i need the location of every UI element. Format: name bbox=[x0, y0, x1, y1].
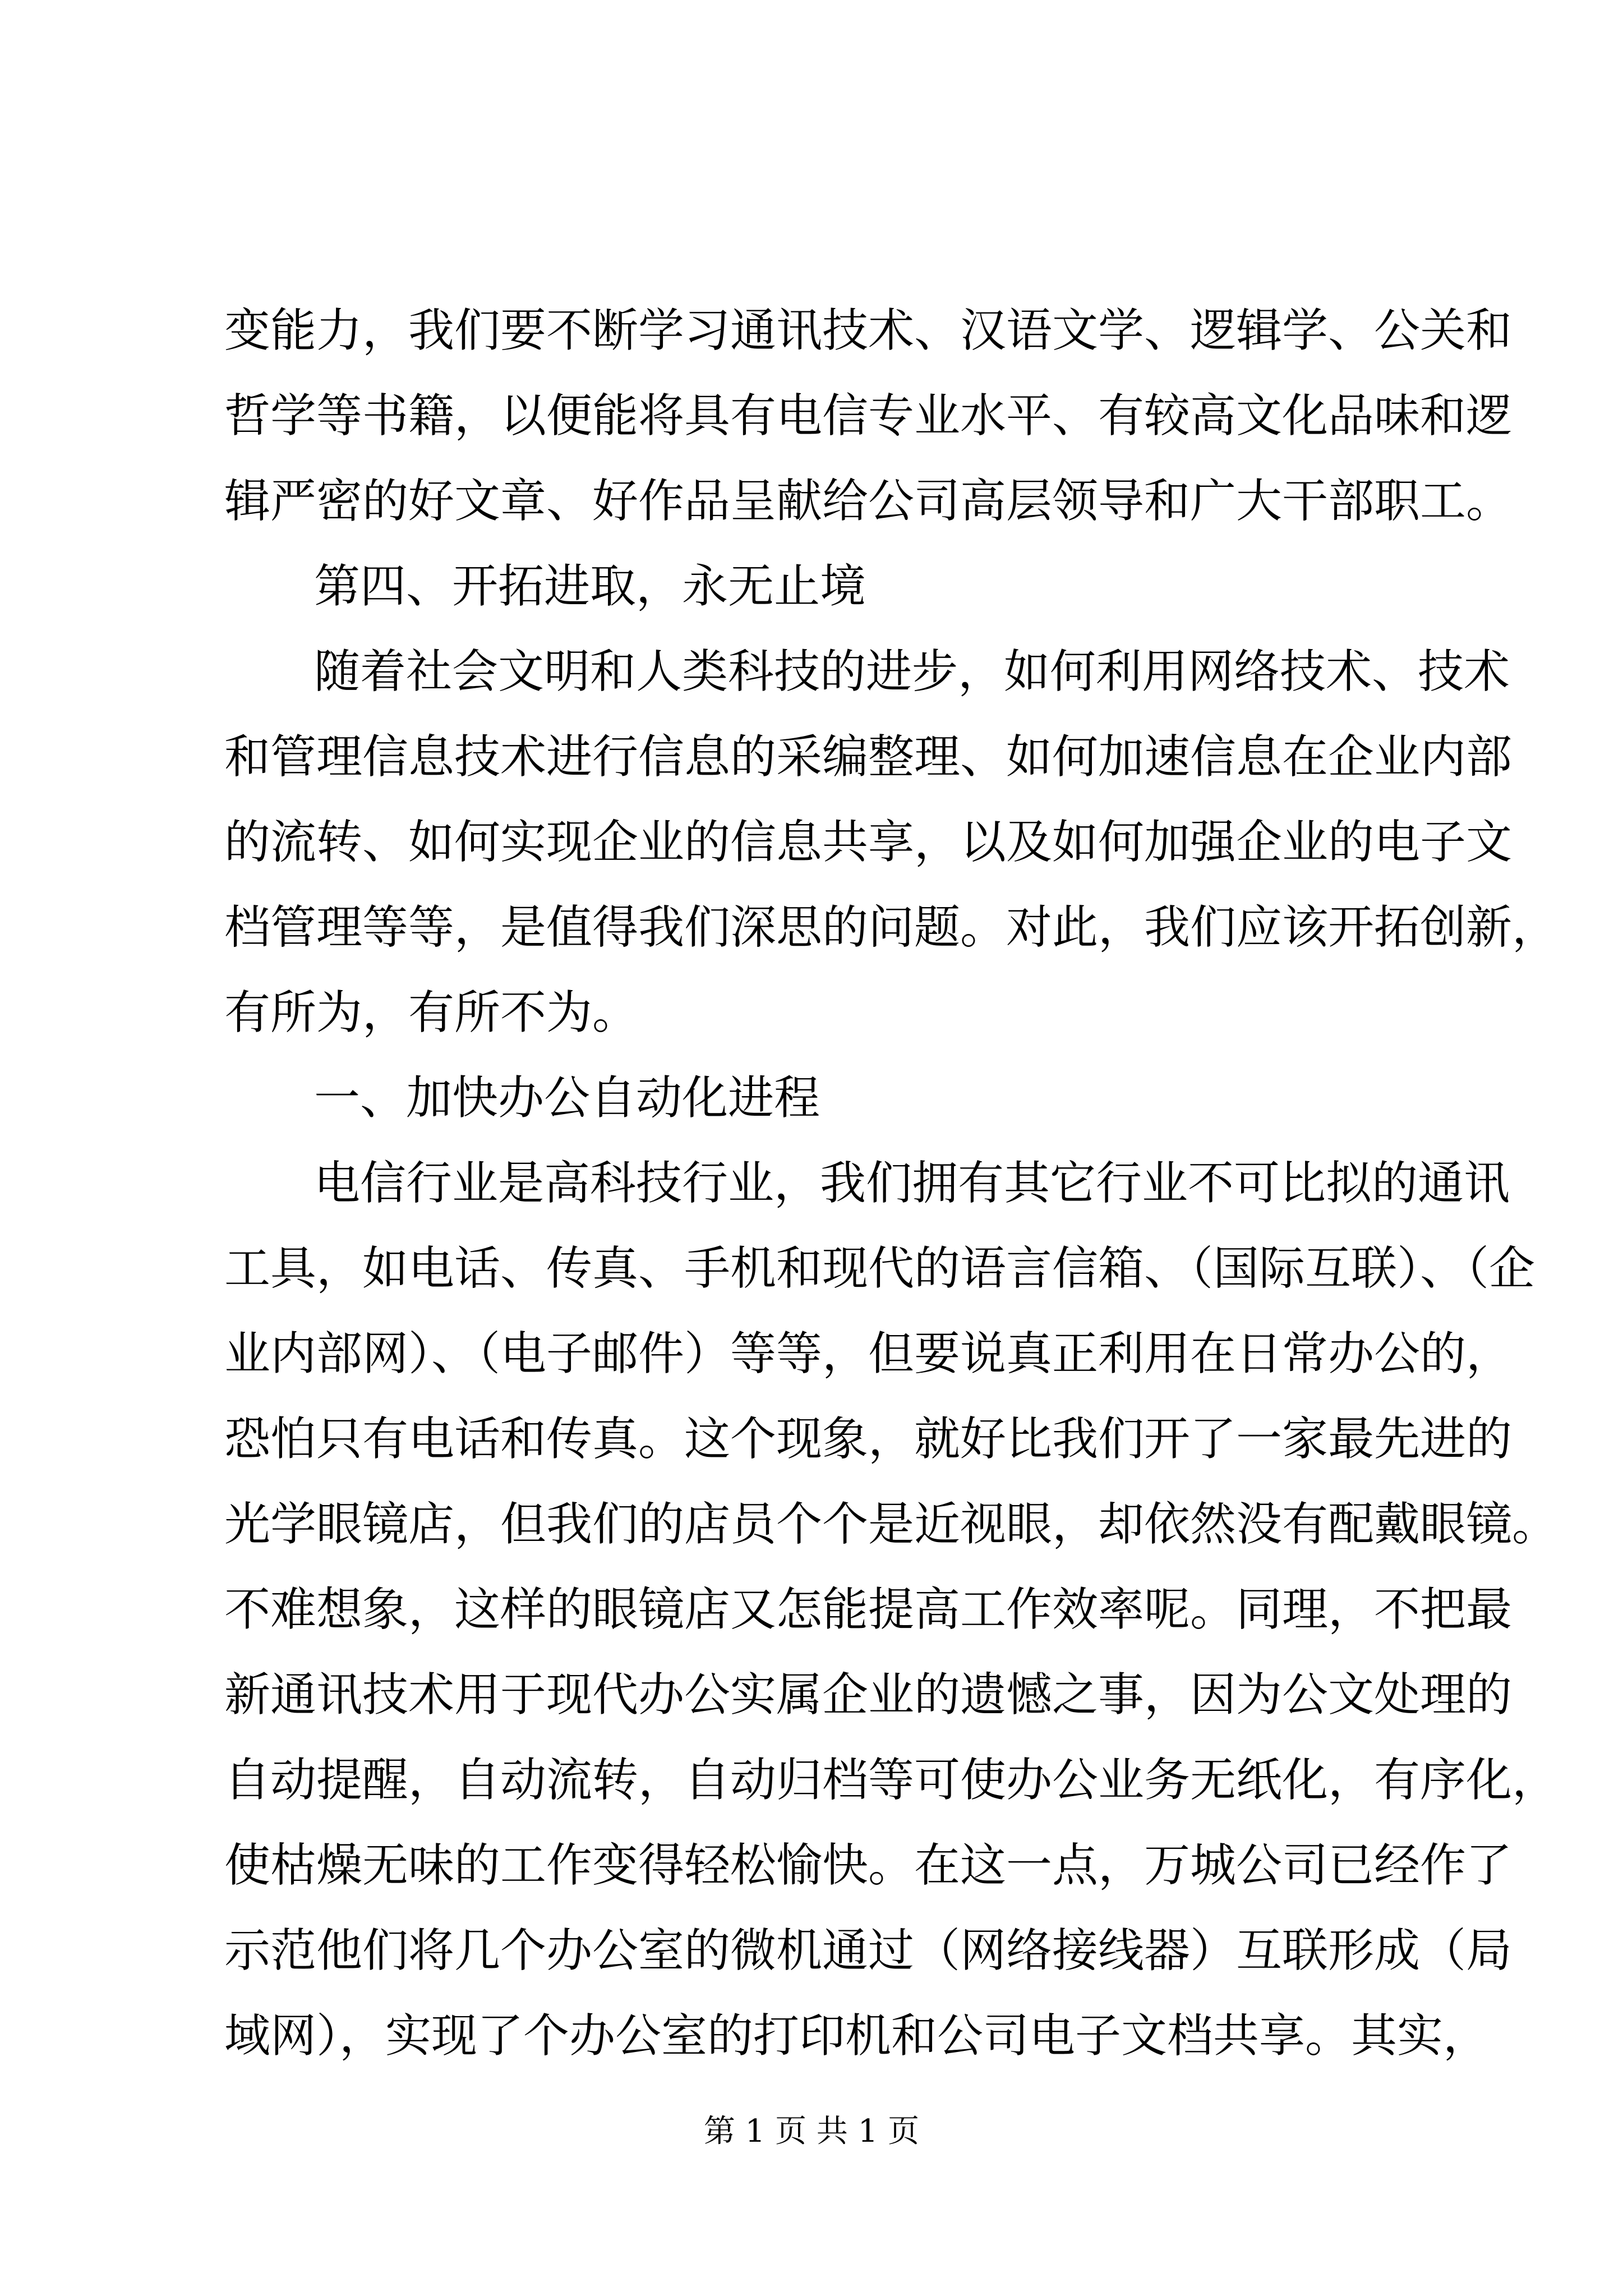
text-line: 和管理信息技术进行信息的采编整理、如何加速信息在企业内部 bbox=[224, 730, 1513, 784]
text-line: 哲学等书籍，以便能将具有电信专业水平、有较高文化品味和逻 bbox=[224, 389, 1513, 443]
section-heading: 一、加快办公自动化进程 bbox=[314, 1071, 820, 1125]
text-line: 的流转、如何实现企业的信息共享，以及如何加强企业的电子文 bbox=[224, 816, 1513, 869]
text-line: 使枯燥无味的工作变得轻松愉快。在这一点，万城公司已经作了 bbox=[224, 1839, 1513, 1892]
text-line: 恐怕只有电话和传真。这个现象，就好比我们开了一家最先进的 bbox=[224, 1412, 1513, 1466]
page-footer: 第 1 页 共 1 页 bbox=[703, 2113, 920, 2150]
text-line: 域网），实现了个办公室的打印机和公司电子文档共享。其实， bbox=[224, 2009, 1490, 2063]
text-line: 辑严密的好文章、好作品呈献给公司高层领导和广大干部职工。 bbox=[224, 475, 1513, 528]
text-line: 不难想象，这样的眼镜店又怎能提高工作效率呢。同理，不把最 bbox=[224, 1583, 1513, 1636]
text-line: 档管理等等，是值得我们深思的问题。对此，我们应该开拓创新， bbox=[224, 901, 1559, 954]
text-line: 自动提醒，自动流转，自动归档等可使办公业务无纸化，有序化， bbox=[224, 1754, 1559, 1807]
text-line: 示范他们将几个办公室的微机通过（网络接线器）互联形成（局 bbox=[224, 1924, 1513, 1977]
text-line: 业内部网）、（电子邮件）等等，但要说真正利用在日常办公的， bbox=[224, 1327, 1513, 1381]
text-line: 工具，如电话、传真、手机和现代的语言信箱、（国际互联）、（企 bbox=[224, 1242, 1536, 1295]
text-line: 新通讯技术用于现代办公实属企业的遗憾之事，因为公文处理的 bbox=[224, 1668, 1513, 1722]
text-line: 随着社会文明和人类科技的进步，如何利用网络技术、技术 bbox=[314, 645, 1510, 698]
section-heading: 第四、开拓进取，永无止境 bbox=[314, 560, 866, 613]
text-line: 有所为，有所不为。 bbox=[224, 986, 639, 1039]
text-line: 电信行业是高科技行业，我们拥有其它行业不可比拟的通讯 bbox=[314, 1157, 1510, 1210]
text-line: 光学眼镜店，但我们的店员个个是近视眼，却依然没有配戴眼镜。 bbox=[224, 1498, 1559, 1551]
text-line: 变能力，我们要不断学习通讯技术、汉语文学、逻辑学、公关和 bbox=[224, 304, 1513, 357]
